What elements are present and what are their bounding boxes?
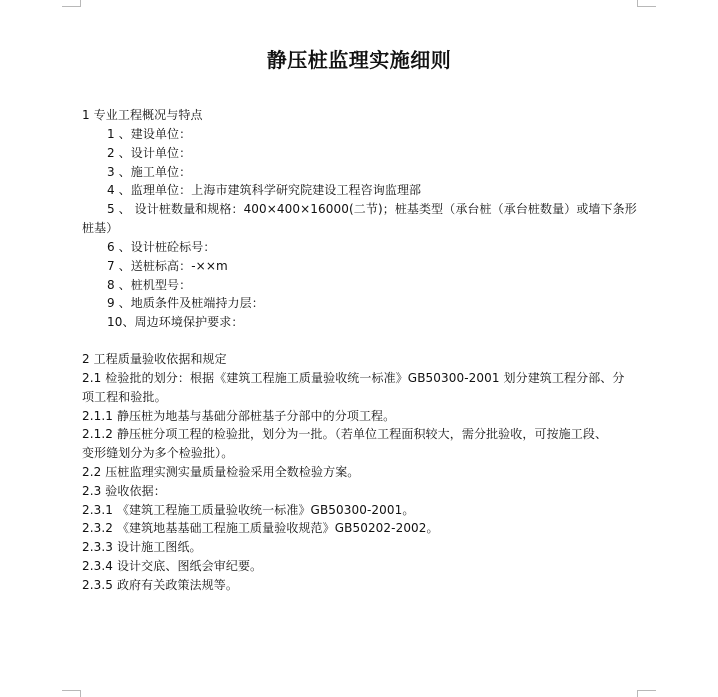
section-1-item-5-continuation: 桩基） xyxy=(82,221,119,235)
section-2-line-2-3-3: 2.3.3 设计施工图纸。 xyxy=(82,540,202,554)
section-2-line-2-2: 2.2 压桩监理实测实量质量检验采用全数检验方案。 xyxy=(82,465,360,479)
section-1-item-8: 8 、桩机型号： xyxy=(107,278,192,292)
section-2-line-2-1: 2.1 检验批的划分：根据《建筑工程施工质量验收统一标准》GB50300-2001 划分建筑工程分部、分 xyxy=(82,371,625,385)
section-2-line-2-3-1: 2.3.1 《建筑工程施工质量验收统一标准》GB50300-2001。 xyxy=(82,503,415,517)
section-1-item-10: 10、周边环境保护要求： xyxy=(107,315,244,329)
section-1-item-9: 9 、地质条件及桩端持力层： xyxy=(107,296,264,310)
section-2-line-2-1-1: 2.1.1 静压桩为地基与基础分部桩基子分部中的分项工程。 xyxy=(82,409,396,423)
section-1-item-2: 2 、设计单位： xyxy=(107,146,192,160)
document-title: 静压桩监理实施细则 xyxy=(266,48,452,72)
page-corner-mark-bottom-right xyxy=(637,690,656,697)
section-2-line-2-3-4: 2.3.4 设计交底、图纸会审纪要。 xyxy=(82,559,263,573)
page-corner-mark-top-right xyxy=(637,0,656,7)
section-2-line-2-1-continuation: 项工程和验批。 xyxy=(82,390,167,404)
section-2-line-2-3-2: 2.3.2 《建筑地基基础工程施工质量验收规范》GB50202-2002。 xyxy=(82,521,439,535)
section-1-item-4: 4 、监理单位：上海市建筑科学研究院建设工程咨询监理部 xyxy=(107,183,422,197)
section-2-line-2-1-2: 2.1.2 静压桩分项工程的检验批，划分为一批。（若单位工程面积较大，需分批验收，可按施工段、 xyxy=(82,427,608,441)
section-1-item-5: 5 、 设计桩数量和规格：400×400×16000(二节)；桩基类型（承台桩（承台桩数量）或墙下条形 xyxy=(107,202,637,216)
page-corner-mark-top-left xyxy=(62,0,81,7)
section-2-line-2-3-5: 2.3.5 政府有关政策法规等。 xyxy=(82,578,238,592)
section-1-item-6: 6 、设计桩砼标号： xyxy=(107,240,216,254)
section-2-line-2-1-2-continuation: 变形缝划分为多个检验批）。 xyxy=(82,446,234,460)
section-1-heading: 1 专业工程概况与特点 xyxy=(82,108,203,122)
section-2-heading: 2 工程质量验收依据和规定 xyxy=(82,352,227,366)
section-2-line-2-3: 2.3 验收依据： xyxy=(82,484,166,498)
section-1-item-1: 1 、建设单位： xyxy=(107,127,192,141)
page-corner-mark-bottom-left xyxy=(62,690,81,697)
section-1-item-7: 7 、送桩标高：-××m xyxy=(107,259,228,273)
section-1-item-3: 3 、施工单位： xyxy=(107,165,192,179)
